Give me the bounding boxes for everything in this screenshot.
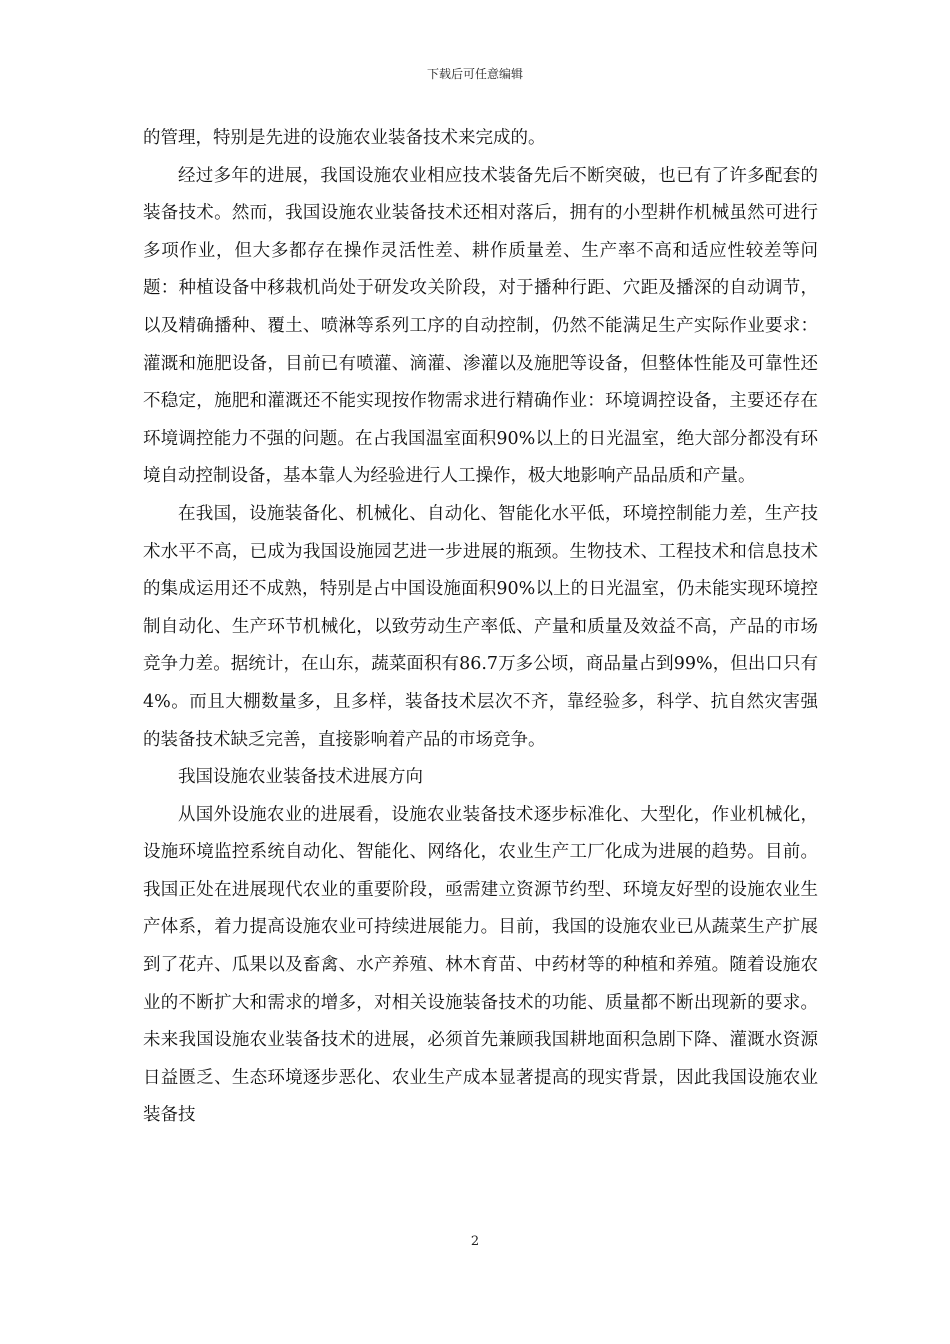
paragraph-1: 的管理，特别是先进的设施农业装备技术来完成的。 bbox=[143, 128, 546, 148]
section-heading: 我国设施农业装备技术进展方向 bbox=[178, 767, 423, 788]
paragraph-4: 从国外设施农业的进展看，设施农业装备技术逐步标准化、大型化，作业机械化，设施环境监控系统自动化、智能化、网络化，农业生产工厂化成为进展的趋势。目前。我国正处在进展现代农业的重要阶段，亟需建立资源节约型、环境友好型的设施农业生产体系，着力提高设施农业可持续进展能力。目前，我国的设施农业已从蔬菜生产扩展到了花卉、瓜果以及畜禽、水产养殖、林木育苗、中药材等的种植和养殖。随着设施农业的不断扩大和需求的增多，对相关设施装备技术的功能、质量都不断出现新的要求。未来我国设施农业装备技术的进展，必须首先兼顾我国耕地面积急剧下降、灌溉水资源日益匮乏、生态环境逐步恶化、农业生产成本显著提高的现实背景，因此我国设施农业装备技 bbox=[143, 804, 818, 1126]
page-number: 2 bbox=[470, 1234, 480, 1249]
document-body bbox=[143, 120, 818, 1135]
page-header: 下载后可任意编辑 bbox=[426, 67, 523, 81]
paragraph-3: 在我国，设施装备化、机械化、自动化、智能化水平低，环境控制能力差，生产技术水平不高，已成为我国设施园艺进一步进展的瓶颈。生物技术、工程技术和信息技术的集成运用还不成熟，特别是占中国设施面积90%以上的日光温室，仍未能实现环境控制自动化、生产环节机械化，以致劳动生产率低、产量和质量及效益不高，产品的市场竞争力差。据统计，在山东，蔬菜面积有86.7万多公顷，商品量占到99%，但出口只有4%。而且大棚数量多，且多样，装备技术层次不齐，靠经验多，科学、抗自然灾害强的装备技术缺乏完善，直接影响着产品的市场竞争。 bbox=[143, 503, 818, 750]
paragraph-2: 经过多年的进展，我国设施农业相应技术装备先后不断突破，也已有了许多配套的装备技术。然而，我国设施农业装备技术还相对落后，拥有的小型耕作机械虽然可进行多项作业，但大多都存在操作灵活性差、耕作质量差、生产率不高和适应性较差等问题：种植设备中移栽机尚处于研发攻关阶段，对于播种行距、穴距及播深的自动调节，以及精确播种、覆土、喷淋等系列工序的自动控制，仍然不能满足生产实际作业要求：灌溉和施肥设备，目前已有喷灌、滴灌、渗灌以及施肥等设备，但整体性能及可靠性还不稳定，施肥和灌溉还不能实现按作物需求进行精确作业：环境调控设备，主要还存在环境调控能力不强的问题。在占我国温室面积90%以上的日光温室，绝大部分都没有环境自动控制设备，基本靠人为经验进行人工操作，极大地影响产品品质和产量。 bbox=[143, 165, 818, 487]
